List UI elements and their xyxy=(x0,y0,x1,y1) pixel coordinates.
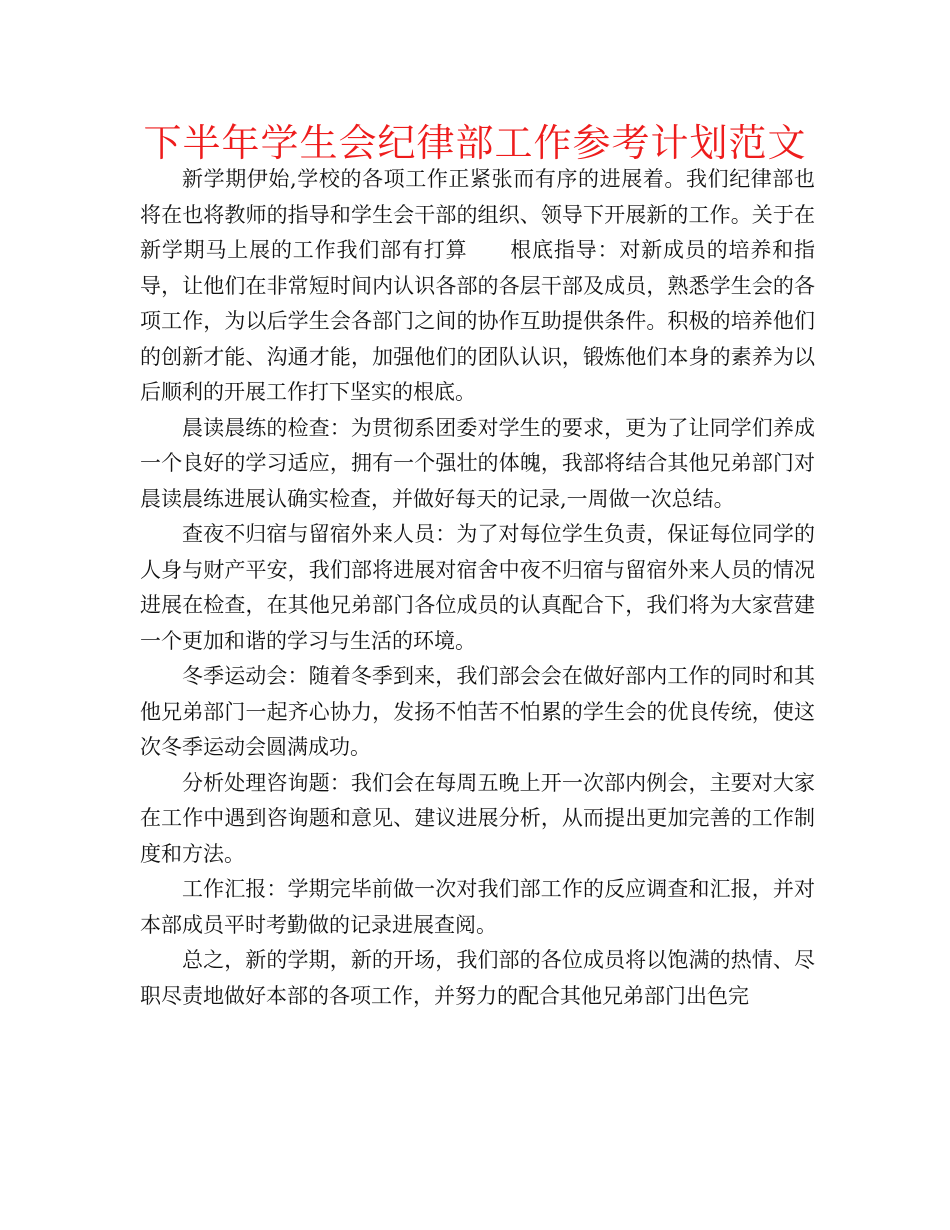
paragraph-intro-text: 新学期伊始,学校的各项工作正紧张而有序的进展着。我们纪律部也将在也将教师的指导和学生会干部的组织、领导下开展新的工作。关于在新学期马上展的工作我们部有打算 xyxy=(140,167,815,262)
paragraph-night-check: 查夜不归宿与留宿外来人员：为了对每位学生负责，保证每位同学的人身与财产平安，我们部将进展对宿舍中夜不归宿与留宿外来人员的情况进展在检查，在其他兄弟部门各位成员的认真配合下，我们将为大家营建一个更加和谐的学习与生活的环境。 xyxy=(140,522,815,653)
paragraph-intro xyxy=(140,162,815,411)
document-body xyxy=(140,162,815,1014)
paragraph-conclusion: 总之，新的学期，新的开场，我们部的各位成员将以饱满的热情、尽职尽责地做好本部的各项工作，并努力的配合其他兄弟部门出色完 xyxy=(140,948,815,1008)
paragraph-work-report: 工作汇报：学期完毕前做一次对我们部工作的反应调查和汇报，并对本部成员平时考勤做的记录进展查阅。 xyxy=(140,877,815,937)
paragraph-intro-continuation: 根底指导：对新成员的培养和指导，让他们在非常短时间内认识各部的各层干部及成员，熟悉学生会的各项工作，为以后学生会各部门之间的协作互助提供条件。积极的培养他们的创新才能、沟通才能，加强他们的团队认识，锻炼他们本身的素养为以后顺利的开展工作打下坚实的根底。 xyxy=(140,238,816,404)
paragraph-morning-check: 晨读晨练的检查：为贯彻系团委对学生的要求，更为了让同学们养成一个良好的学习适应，拥有一个强壮的体魄，我部将结合其他兄弟部门对晨读晨练进展认确实检查，并做好每天的记录,一周做一次总结。 xyxy=(140,415,815,511)
paragraph-winter-games: 冬季运动会：随着冬季到来，我们部会会在做好部内工作的同时和其他兄弟部门一起齐心协力，发扬不怕苦不怕累的学生会的优良传统，使这次冬季运动会圆满成功。 xyxy=(140,664,815,759)
document-title: 下半年学生会纪律部工作参考计划范文 xyxy=(143,121,807,165)
paragraph-problem-analysis: 分析处理咨询题：我们会在每周五晚上开一次部内例会，主要对大家在工作中遇到咨询题和意见、建议进展分析，从而提出更加完善的工作制度和方法。 xyxy=(140,770,815,866)
